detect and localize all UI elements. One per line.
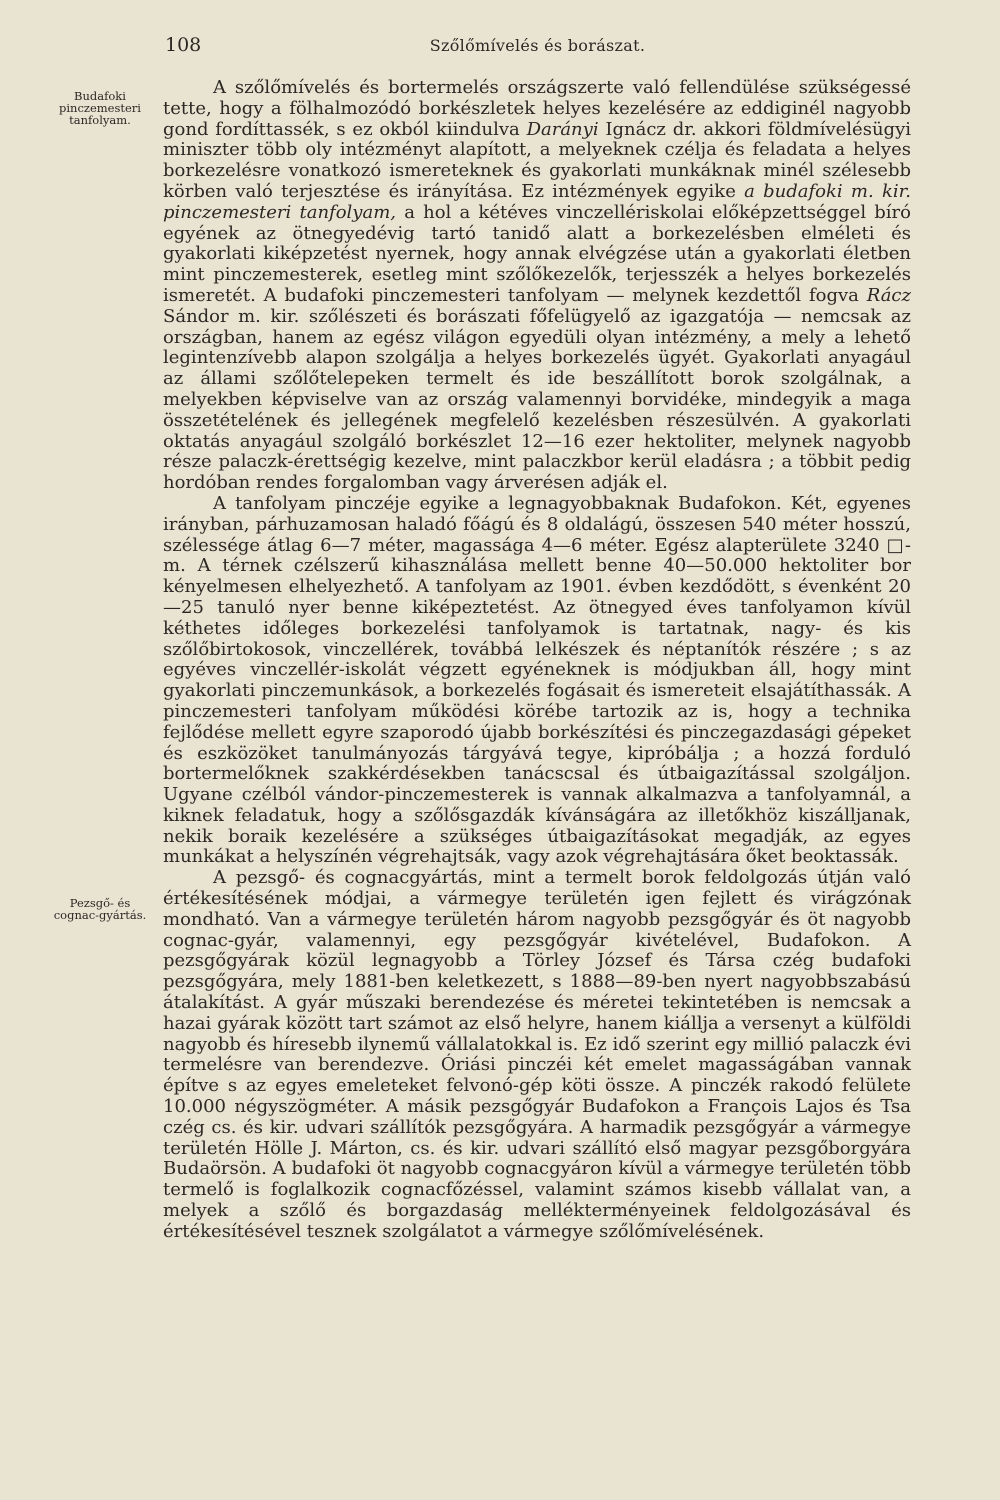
paragraph-text: a hol a kétéves vinczellériskolai előképzettséggel bíró egyének az ötnegyedévig tartó tanidő alatt a borkezelésben elméleti és gyakorlati kiképzetést nyernek, hogy annak elvégzése után a gyakorlati életben mint pinczemesterek, esetleg mint szőlőkezelők, terjesszék a helyes borkezelés ismeretét. A budafoki pinczemesteri tanfolyam — melynek kezdettől fogva: [163, 201, 911, 306]
running-title: Szőlőmívelés és borászat.: [429, 36, 646, 55]
italic-name-daranyi: Darányi: [526, 118, 599, 140]
body-text: [163, 78, 911, 1243]
italic-name-racz: Rácz: [866, 284, 911, 306]
margin-note-pezsgo-cognac: Pezsgő- és cognac-gyártás.: [53, 896, 147, 922]
paragraph-text: Sándor m. kir. szőlészeti és borászati főfelügyelő az igazgatója — nemcsak az országban, hanem az egész világon egyedüli olyan intézmény, a mely a lehető legintenzívebb alapon szolgálja a helyes borkezelés ügyét. Gyakorlati anyagául az állami szőlőtelepeken termelt és ide beszállított borok szolgálnak, a melyekben képviselve van az ország valamennyi borvidéke, mindegyik a maga összetételének és jellegének megfelelő kezelésben részesülvén. A gyakorlati oktatás anyagául szolgáló borkészlet 12—16 ezer hektoliter, melynek nagyobb része palaczk-érettségig kezelve, mint palaczkbor kerül eladásra ; a többit pedig hordóban rendes forgalomban vagy árverésen adják el.: [163, 305, 911, 494]
paragraph-tanfolyam-pinczeje: A tanfolyam pinczéje egyike a legnagyobbaknak Budafokon. Két, egyenes irányban, párhuzamosan haladó főágú és 8 oldalágú, összesen 540 méter hosszú, szélessége átlag 6—7 méter, magassága 4—6 méter. Egész alapterülete 3240 □-m. A térnek czélszerű kihasználása mellett benne 40—50.000 hektoliter bor kényelmesen elhelyezhető. A tanfolyam az 1901. évben kezdődött, s évenként 20—25 tanuló nyer benne kiképeztetést. Az ötnegyed éves tanfolyamon kívül kéthetes időleges borkezelési tanfolyamok is tartatnak, nagy- és kis szőlőbirtokosok, vinczellérek, továbbá lelkészek és néptanítók részére ; s az egyéves vinczellér-iskolát végzett egyéneknek is módjukban áll, hogy mint gyakorlati pinczemunkások, a borkezelés fogásait és ismereteit elsajátíthassák. A pinczemesteri tanfolyam működési körébe tartozik az is, hogy a technika fejlődése mellett egyre szaporodó újabb borkészítési és pinczegazdasági gépeket és eszközöket tanulmányozás tárgyává tegye, kipróbálja ; a hozzá forduló bortermelőknek szakkérdésekben tanácscsal és útbaigazítással szolgáljon. Ugyane czélból vándor-pinczemesterek is vannak alkalmazva a tanfolyamnál, a kiknek feladatuk, hogy a szőlősgazdák kívánságára az illetőkhöz kiszálljanak, nekik boraik kezelésére a szükséges útbaigazításokat megadják, az egyes munkákat a helyszínén végrehajtsák, vagy azok végrehajtására őket beoktassák.: [163, 492, 911, 868]
page-header: [165, 34, 910, 60]
paragraph-pezsgo-cognac: A pezsgő- és cognacgyártás, mint a termelt borok feldolgozás útján való értékesítésének módjai, a vármegye területén igen fejlett és virágzónak mondható. Van a vármegye területén három nagyobb pezsgőgyár és öt nagyobb cognac-gyár, valamennyi, egy pezsgőgyár kivételével, Budafokon. A pezsgőgyárak közül legnagyobb a Törley József és Társa czég budafoki pezsgőgyára, mely 1881-ben keletkezett, s 1888—89-ben nyert nagyobbszabású átalakítást. A gyár műszaki berendezése és méretei tekintetében is nemcsak a hazai gyárak között tart számot az első helyre, hanem kiállja a versenyt a külföldi nagyobb és híresebb ilynemű vállalatokkal is. Ez idő szerint egy millió palaczk évi termelésre van berendezve. Óriási pinczéi két emelet magasságában vannak építve s az egyes emeleteket felvonó-gép köti össze. A pinczék rakodó felülete 10.000 négyszögméter. A másik pezsgőgyár Budafokon a François Lajos és Tsa czég cs. és kir. udvari szállítók pezsgőgyára. A harmadik pezsgőgyár a vármegye területén Hölle J. Márton, cs. és kir. udvari szállító első magyar pezsgőborgyára Budaörsön. A budafoki öt nagyobb cognacgyáron kívül a vármegye területén több termelő is foglalkozik cognacfőzéssel, valamint számos kisebb vállalat van, a melyek a szőlő és borgazdaság mellékterményeinek feldolgozásával és értékesítésével tesznek szolgálatot a vármegye szőlőmívelésének.: [163, 867, 911, 1242]
paragraph-pinczemesteri-tanfolyam: [163, 78, 911, 494]
italic-institution-name: a budafoki m. kir. pinczemesteri tanfolyam,: [163, 180, 911, 223]
page-number: 108: [165, 34, 202, 56]
paragraph-text: A szőlőmívelés és bortermelés országszerte való fellendülése szükségessé tette, hogy a fölhalmozódó borkészletek helyes kezelésére az eddiginél nagyobb gond fordíttassék, s ez okból kiindulva: [163, 77, 911, 140]
paragraph-text: Ignácz dr. akkori földmívelésügyi miniszter több oly intézményt alapított, a melyeknek czélja és feladata a helyes borkezelésre vonatkozó ismereteknek és gyakorlati munkáknak minél szélesebb körben való terjesztése és irányítása. Ez intézmények egyike: [163, 118, 911, 202]
margin-note-budafoki-tanfolyam: Budafoki pinczemesteri tanfolyam.: [59, 89, 141, 127]
